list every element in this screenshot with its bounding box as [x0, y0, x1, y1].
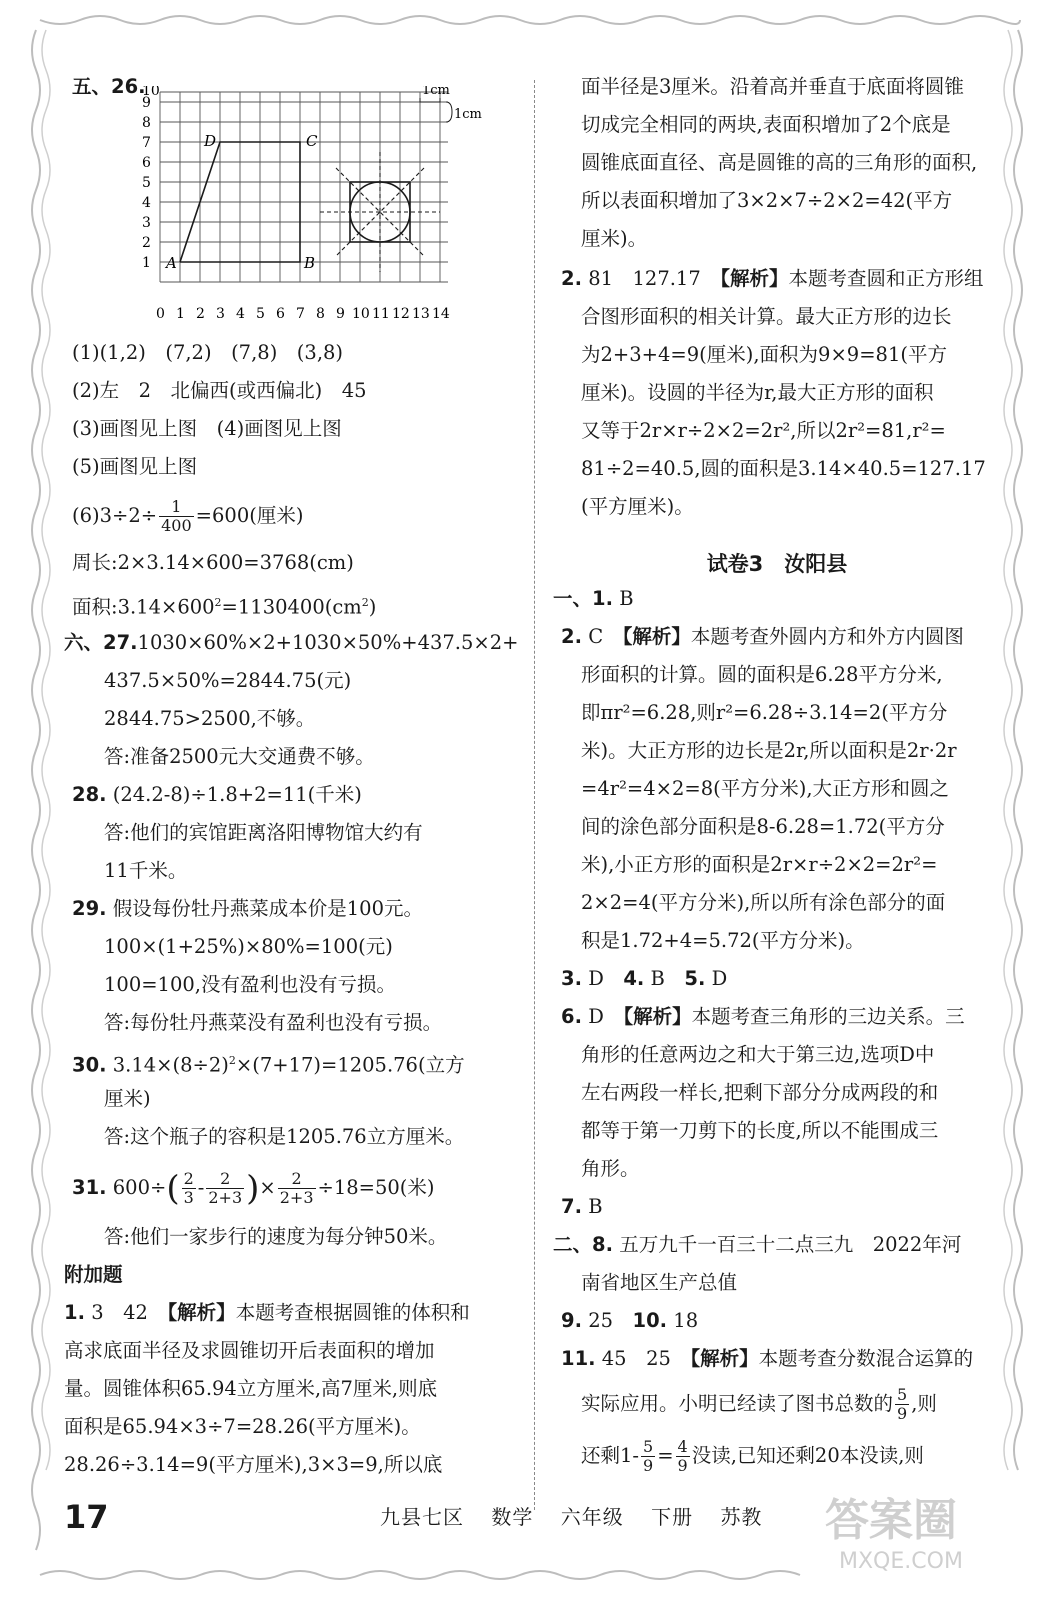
s11-line-2: 实际应用。小明已经读了图书总数的 $\frac{5}{9}$ ,则 — [581, 1385, 937, 1423]
q27-line-1: 六、27.1030×60%×2+1030×50%+437.5×2+ — [64, 631, 519, 654]
s11-line-1: 11. 45 25 【解析】本题考查分数混合运算的 — [561, 1347, 974, 1370]
s2-line-8: 2×2=4(平方分米),所以所有涂色部分的面 — [581, 891, 946, 914]
y-tick-label: 1 — [142, 255, 151, 271]
s9-10: 9. 25 10. 18 — [561, 1309, 699, 1332]
s2-line-5: =4r²=4×2=8(平方分米),大正方形和圆之 — [581, 777, 950, 800]
q28-answer-cont: 11千米。 — [104, 859, 188, 882]
s6-line-4: 都等于第一刀剪下的长度,所以不能围成三 — [581, 1119, 939, 1142]
s8-line-1: 二、8. 五万九千一百三十二点三九 2022年河 — [553, 1233, 962, 1256]
footer-region: 九县七区 — [380, 1505, 464, 1529]
q29-line-3: 100=100,没有盈利也没有亏损。 — [104, 973, 396, 996]
extra-2-line-1: 2. 81 127.17 【解析】本题考查圆和正方形组 — [561, 267, 984, 290]
point-b-label: B — [304, 254, 316, 272]
s2-line-4: 米)。大正方形的边长是2r,所以面积是2r·2r — [581, 739, 957, 762]
x-tick-label: 9 — [336, 306, 345, 322]
q31-answer: 答:他们一家步行的速度为每分钟50米。 — [104, 1225, 448, 1248]
extra-2-line-4: 厘米)。设圆的半径为r,最大正方形的面积 — [581, 381, 934, 404]
extra-2-line-5: 又等于2r×r÷2×2=2r²,所以2r²=81,r²= — [581, 419, 946, 442]
extra-2-line-2: 合图形面积的相关计算。最大正方形的边长 — [581, 305, 952, 328]
point-c-label: C — [306, 132, 318, 150]
s7: 7. B — [561, 1195, 603, 1218]
q30-line-1: 30. $3.14\times(8\div 2)^2\times(7+17)=1205.76$(立方 — [72, 1053, 465, 1077]
s2-line-6: 间的涂色部分面积是8-6.28=1.72(平方分 — [581, 815, 945, 838]
y-tick-label: 3 — [142, 215, 151, 231]
column-divider — [534, 80, 535, 1510]
s2-line-2: 形面积的计算。圆的面积是6.28平方分米, — [581, 663, 943, 686]
extra-title: 附加题 — [64, 1263, 123, 1286]
s2-line-3: 即πr²=6.28,则r²=6.28÷3.14=2(平方分 — [581, 701, 948, 724]
unit-h-label: 1cm — [422, 86, 450, 98]
coordinate-grid-figure — [140, 86, 510, 330]
q29-line-1: 29. 假设每份牡丹燕菜成本价是100元。 — [72, 897, 423, 920]
s6-line-3: 左右两段一样长,把剩下部分分成两段的和 — [581, 1081, 939, 1104]
extra-1-cont-5: 厘米)。 — [581, 227, 648, 250]
x-tick-label: 11 — [372, 306, 390, 322]
extra-1-cont-2: 切成完全相同的两块,表面积增加了2个底是 — [581, 113, 951, 136]
s6-line-2: 角形的任意两边之和大于第三边,选项D中 — [581, 1043, 935, 1066]
s3-5: 3. D 4. B 5. D — [561, 967, 728, 990]
y-tick-label: 5 — [142, 175, 151, 191]
x-tick-label: 2 — [196, 306, 205, 322]
q31-line-1: 31. 600÷( $\frac{2}{3}$ - $\frac{2}{2+3}$ )× $\frac{2}{2+3}$ ÷18=50(米) — [72, 1168, 435, 1209]
svg-text:MXQE.COM: MXQE.COM — [839, 1549, 963, 1574]
extra-1-cont-1: 面半径是3厘米。沿着高并垂直于底面将圆锥 — [581, 75, 964, 98]
q28-answer: 答:他们的宾馆距离洛阳博物馆大约有 — [104, 821, 423, 844]
q26-perimeter: 周长:2×3.14×600=3768(cm) — [72, 551, 354, 574]
x-tick-label: 7 — [296, 306, 305, 322]
y-tick-label: 9 — [142, 95, 151, 111]
extra-2-line-6: 81÷2=40.5,圆的面积是3.14×40.5=127.17 — [581, 457, 986, 480]
s6-line-5: 角形。 — [581, 1157, 640, 1180]
y-tick-label: 10 — [142, 86, 160, 99]
point-d-label: D — [204, 132, 217, 150]
footer-grade: 六年级 — [560, 1505, 624, 1529]
s2-line-9: 积是1.72+4=5.72(平方分米)。 — [581, 929, 865, 952]
extra-1-line-2: 高求底面半径及求圆锥切开后表面积的增加 — [64, 1339, 435, 1362]
q30-answer: 答:这个瓶子的容积是1205.76立方厘米。 — [104, 1125, 465, 1148]
point-a-label: A — [166, 254, 177, 272]
s8-line-2: 南省地区生产总值 — [581, 1271, 738, 1294]
q28-line-1: 28. (24.2-8)÷1.8+2=11(千米) — [72, 783, 362, 806]
coordinate-grid — [140, 86, 510, 326]
extra-2-line-3: 为2+3+4=9(厘米),面积为9×9=81(平方 — [581, 343, 947, 366]
x-tick-label: 8 — [316, 306, 325, 322]
s6-line-1: 6. D 【解析】本题考查三角形的三边关系。三 — [561, 1005, 965, 1028]
extra-2-line-7: (平方厘米)。 — [581, 495, 694, 518]
x-tick-label: 4 — [236, 306, 245, 322]
q27-answer: 答:准备2500元大交通费不够。 — [104, 745, 375, 768]
svg-text:答案圈: 答案圈 — [825, 1495, 957, 1546]
q26-answer-6: (6)3÷2÷ $\frac{1}{400}$ =600(厘米) — [72, 497, 304, 535]
footer-subject: 数学 — [491, 1505, 534, 1529]
footer-volume: 下册 — [651, 1505, 694, 1529]
extra-1-line-5: 28.26÷3.14=9(平方厘米),3×3=9,所以底 — [64, 1453, 443, 1476]
y-tick-label: 6 — [142, 155, 151, 171]
extra-1-cont-4: 所以表面积增加了3×2×7÷2×2=42(平方 — [581, 189, 953, 212]
x-tick-label: 13 — [412, 306, 430, 322]
s1: 一、1. B — [553, 587, 634, 610]
q26-label: 五、26. — [72, 75, 146, 98]
extra-1-line-4: 面积是65.94×3÷7=28.26(平方厘米)。 — [64, 1415, 421, 1438]
x-tick-label: 6 — [276, 306, 285, 322]
extra-1-cont-3: 圆锥底面直径、高是圆锥的高的三角形的面积, — [581, 151, 978, 174]
q26-answer-3-4: (3)画图见上图 (4)画图见上图 — [72, 417, 342, 440]
q30-line-2: 厘米) — [104, 1087, 151, 1110]
y-tick-label: 7 — [142, 135, 151, 151]
s11-line-3: 还剩1- $\frac{5}{9}$ = $\frac{4}{9}$ 没读,已知还剩20本没读,则 — [581, 1437, 924, 1475]
x-tick-label: 10 — [352, 306, 370, 322]
y-tick-label: 2 — [142, 235, 151, 251]
q26-answer-5: (5)画图见上图 — [72, 455, 198, 478]
y-tick-label: 8 — [142, 115, 151, 131]
x-tick-label: 14 — [432, 306, 450, 322]
extra-1-line-3: 量。圆锥体积65.94立方厘米,高7厘米,则底 — [64, 1377, 438, 1400]
q26-answer-1: (1)(1,2) (7,2) (7,8) (3,8) — [72, 341, 344, 364]
unit-v-label: 1cm — [454, 107, 482, 122]
q29-answer: 答:每份牡丹燕菜没有盈利也没有亏损。 — [104, 1011, 443, 1034]
page-number: 17 — [64, 1498, 109, 1536]
section-title: 试卷3 汝阳县 — [706, 552, 848, 576]
footer-edition: 苏教 — [720, 1505, 763, 1529]
x-tick-label: 1 — [176, 306, 185, 322]
q26-area: 面积$:3.14\times 600^2=1130400(cm^2)$ — [72, 595, 377, 619]
s2-line-7: 米),小正方形的面积是2r×r÷2×2=2r²= — [581, 853, 938, 876]
q27-line-2: 437.5×50%=2844.75(元) — [104, 669, 352, 692]
s2-line-1: 2. C 【解析】本题考查外圆内方和外方内圆图 — [561, 625, 964, 648]
extra-1-line-1: 1. 3 42 【解析】本题考查根据圆锥的体积和 — [64, 1301, 470, 1324]
q27-line-3: 2844.75>2500,不够。 — [104, 707, 316, 730]
x-tick-label: 12 — [392, 306, 410, 322]
x-tick-label: 3 — [216, 306, 225, 322]
x-tick-label: 0 — [156, 306, 165, 322]
y-tick-label: 4 — [142, 195, 151, 211]
watermark-logo — [805, 1480, 1025, 1580]
q29-line-2: 100×(1+25%)×80%=100(元) — [104, 935, 393, 958]
q26-answer-2: (2)左 2 北偏西(或西偏北) 45 — [72, 379, 367, 402]
footer-info — [380, 1497, 782, 1537]
x-tick-label: 5 — [256, 306, 265, 322]
